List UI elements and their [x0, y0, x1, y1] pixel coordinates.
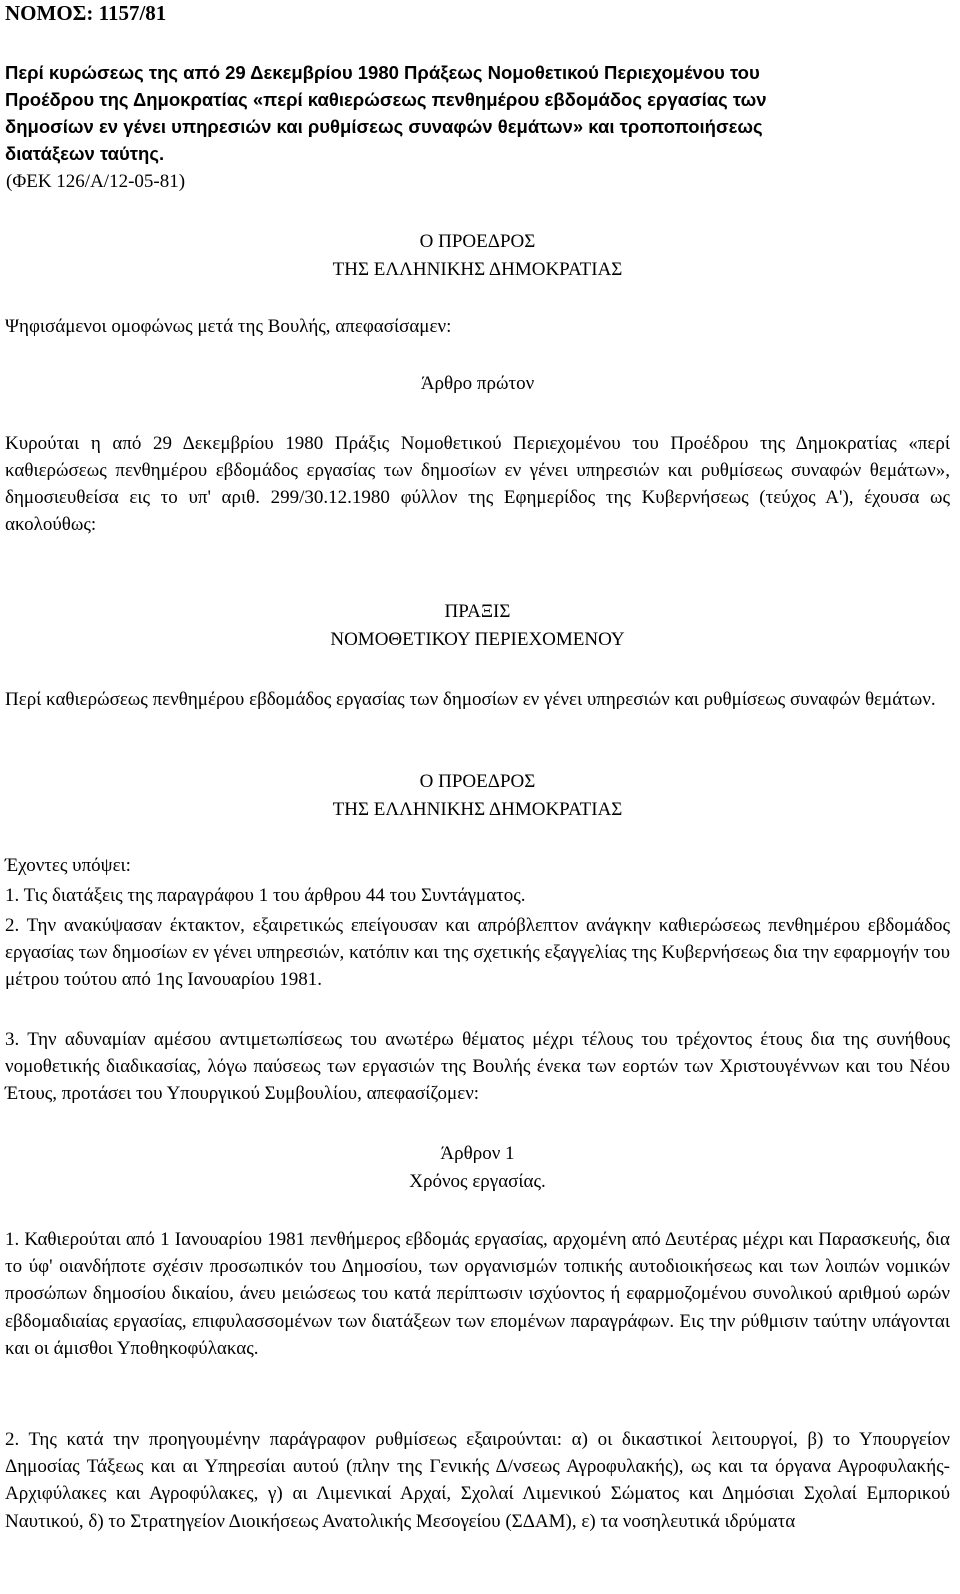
act-heading [5, 600, 950, 652]
enactment-clause: Ψηφισάμενοι ομοφώνως μετά της Βουλής, απεφασίσαμεν: [5, 316, 452, 337]
act-subject: Περί καθιερώσεως πενθημέρου εβδομάδος εργασίας των δημοσίων εν γένει υπηρεσιών και ρυθμίσεως συναφών θεμάτων. [5, 689, 936, 710]
president-heading [5, 230, 950, 282]
president-heading-2-line1: Ο ΠΡΟΕΔΡΟΣ [419, 771, 536, 792]
article-first-heading: Άρθρο πρώτον [420, 373, 535, 394]
article-1-heading [5, 1142, 950, 1194]
consideration-3: 3. Την αδυναμίαν αμέσου αντιμετωπίσεως του ανωτέρω θέματος μέχρι τέλους του τρέχοντος έτους δια της συνήθους νομοθετικής διαδικασίας, λόγω παύσεως των εργασιών της Βουλής ένεκα των εορτών των Χριστουγέννων και του Νέου Έτους, προτάσει του Υπουργικού Συμβουλίου, απεφασίζομεν: [5, 1029, 950, 1104]
paragraph-2: 2. Της κατά την προηγουμένην παράγραφον ρυθμίσεως εξαιρούνται: α) οι δικαστικοί λειτουργοί, β) το Υπουργείον Δημοσίας Τάξεως και αι Υπηρεσίαι αυτού (πλην της Γενικής Δ/νσεως Αγροφυλακής), ως και τα όργανα Αγροφυλακής-Αρχιφύλακες και Αγροφύλακες, γ) αι Λιμενικαί Αρχαί, Σχολαί Λιμενικού Σώματος και Δημόσιαι Σχολαί Εμπορικού Ναυτικού, δ) το Στρατηγείον Διοικήσεως Ανατολικής Μεσογείου (ΣΔΑΜ), ε) τα νοσηλευτικά ιδρύματα [5, 1429, 950, 1532]
article-1-heading-line2: Χρόνος εργασίας. [409, 1170, 546, 1192]
article-1-heading-line1: Άρθρον 1 [440, 1143, 515, 1164]
law-subject-line: Προέδρου της Δημοκρατίας «περί καθιερώσεως πενθημέρου εβδομάδος εργασίας των [5, 89, 767, 110]
president-heading-2-line2: ΤΗΣ ΕΛΛΗΝΙΚΗΣ ΔΗΜΟΚΡΑΤΙΑΣ [332, 798, 623, 820]
law-subject [5, 59, 950, 167]
president-heading-line1: Ο ΠΡΟΕΔΡΟΣ [419, 231, 536, 252]
article-first-text: Κυρούται η από 29 Δεκεμβρίου 1980 Πράξις Νομοθετικού Περιεχομένου του Προέδρου της Δημοκρατίας «περί καθιερώσεως πενθημέρου εβδομάδος εργασίας των δημοσίων εν γένει υπηρεσιών και ρυθμίσεως συναφών θεμάτων», δημοσιευθείσα εις το υπ' αριθ. 299/30.12.1980 φύλλον της Εφημερίδος της Κυβερνήσεως (τεύχος Α'), έχουσα ως ακολούθως: [5, 433, 950, 535]
consideration-2: 2. Την ανακύψασαν έκτακτον, εξαιρετικώς επείγουσαν και απρόβλεπτον ανάγκην καθιερώσεως πενθημέρου εβδομάδος εργασίας των δημοσίων εν γένει υπηρεσιών, κατόπιν και της σχετικής εξαγγελίας της Κυβερνήσεως δια την εφαρμογήν του μέτρου τούτου από 1ης Ιανουαρίου 1981. [5, 915, 950, 990]
president-heading-2 [5, 770, 950, 822]
paragraph-1: 1. Καθιερούται από 1 Ιανουαρίου 1981 πενθήμερος εβδομάς εργασίας, αρχομένη από Δευτέρας μέχρι και Παρασκευής, δια το ύφ' οιανδήποτε σχέσιν προσωπικόν του Δημοσίου, των οργανισμών τοπικής αυτοδιοικήσεως και των λοιπών νομικών προσώπων δημοσίου δικαίου, άνευ μειώσεως του κατά περίπτωσιν ισχύοντος ή εφαρμοζομένου συνολικού αριθμού ωρών εβδομαδιαίας εργασίας, επιφυλασσομένων των διατάξεων των επομένων παραγράφων. Εις την ρύθμισιν ταύτην υπάγονται και οι άμισθοι Υποθηκοφύλακας. [5, 1229, 950, 1359]
law-subject-line: Περί κυρώσεως της από 29 Δεκεμβρίου 1980 Πράξεως Νομοθετικού Περιεχομένου του [5, 62, 760, 83]
law-subject-line [5, 140, 950, 167]
law-subject-line-text: διατάξεων ταύτης. [5, 143, 165, 164]
consideration-1: 1. Τις διατάξεις της παραγράφου 1 του άρθρου 44 του Συντάγματος. [5, 885, 526, 906]
law-title: ΝΟΜΟΣ: 1157/81 [5, 1, 167, 25]
act-heading-line1: ΠΡΑΞΙΣ [444, 601, 511, 622]
president-heading-line2: ΤΗΣ ΕΛΛΗΝΙΚΗΣ ΔΗΜΟΚΡΑΤΙΑΣ [332, 258, 623, 280]
fek-reference: (ΦΕΚ 126/Α/12-05-81) [6, 171, 186, 192]
act-heading-line2: ΝΟΜΟΘΕΤΙΚΟΥ ΠΕΡΙΕΧΟΜΕΝΟΥ [330, 628, 625, 650]
law-subject-line: δημοσίων εν γένει υπηρεσιών και ρυθμίσεως συναφών θεμάτων» και τροποποιήσεως [5, 116, 763, 137]
considering-label: Έχοντες υπόψει: [5, 855, 131, 876]
